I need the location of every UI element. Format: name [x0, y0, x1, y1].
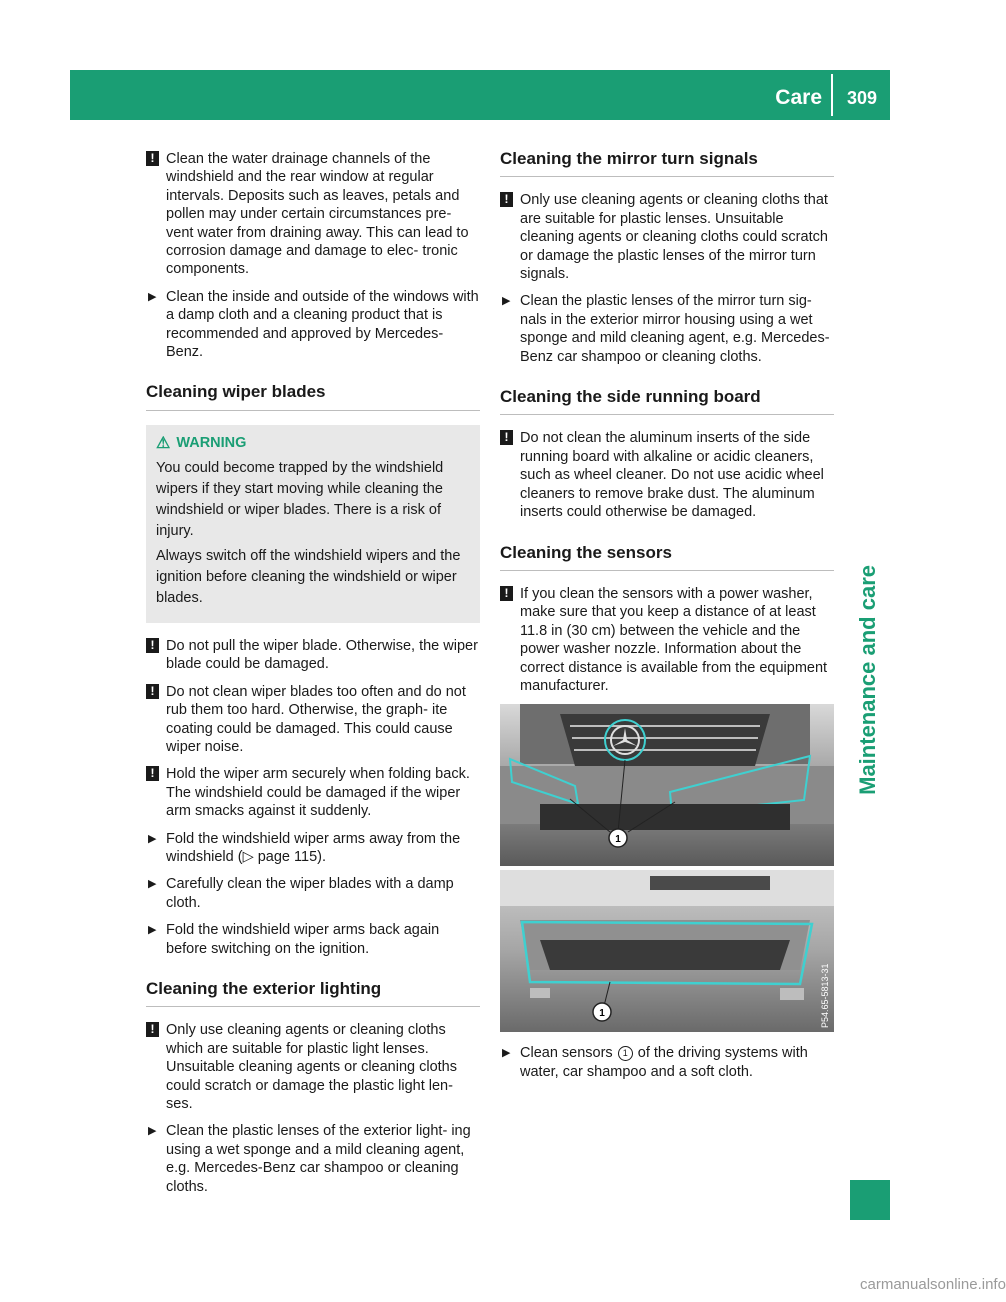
note-text: Only use cleaning agents or cleaning cloths that are suitable for plastic lenses. Unsuitable cleaning agents or cleaning cloths could scratch or damage the plastic lenses of the mirror turn signals. [520, 192, 828, 283]
heading-mirror-turn-signals: Cleaning the mirror turn signals [500, 150, 834, 177]
side-tab-label: Maintenance and care [855, 565, 880, 795]
note-running-board [500, 429, 834, 521]
step-arrow-icon: ▶ [148, 832, 157, 845]
callout-1-label: 1 [615, 834, 621, 846]
step-fold-back [146, 921, 480, 958]
step-text-after: of the driving systems with water, car shampoo and a soft cloth. [520, 1045, 808, 1080]
note-text: Clean the water drainage channels of the windshield and the rear window at regular intervals. Deposits such as leaves, petals and pollen may under certain circumstances pre- vent water from draining away. This can lead to corrosion damage and damage to elec- tronic components. [166, 151, 469, 278]
rear-bumper-photo [500, 870, 834, 1032]
exclamation-icon: ! [500, 192, 513, 207]
step-text: Fold the windshield wiper arms back again before switching on the ignition. [166, 922, 440, 957]
step-clean-windows [146, 288, 480, 362]
step-arrow-icon: ▶ [502, 1047, 511, 1060]
warning-header [156, 433, 470, 454]
heading-sensors: Cleaning the sensors [500, 544, 834, 571]
front-bumper-photo [500, 704, 834, 866]
step-fold-away [146, 830, 480, 867]
note-mirror [500, 191, 834, 283]
note-drainage [146, 150, 480, 279]
warning-label: WARNING [176, 434, 247, 451]
step-clean-mirror [500, 292, 834, 366]
note-text: If you clean the sensors with a power washer, make sure that you keep a distance of at least 11.8 in (30 cm) between the vehicle and the power washer nozzle. Information about the correct distance is available from the equipment manufacturer. [520, 585, 828, 694]
side-tab [843, 470, 893, 890]
note-text: Do not pull the wiper blade. Otherwise, the wiper blade could be damaged. [166, 637, 478, 673]
step-text: Carefully clean the wiper blades with a damp cloth. [166, 876, 454, 911]
heading-exterior-lighting: Cleaning the exterior lighting [146, 980, 480, 1007]
right-column [500, 150, 834, 1090]
watermark: carmanualsonline.info [860, 1276, 1006, 1293]
note-text: Do not clean wiper blades too often and do not rub them too hard. Otherwise, the graph- ite coating could be damaged. This could cause wiper noise. [166, 683, 466, 755]
step-arrow-icon: ▶ [148, 878, 157, 891]
section-title: Care [775, 86, 822, 109]
warning-triangle-icon: ⚠ [156, 434, 171, 452]
step-clean-blades [146, 875, 480, 912]
header-separator [831, 74, 833, 116]
step-text[interactable]: Fold the windshield wiper arms away from the windshield (▷ page 115). [166, 830, 461, 865]
warning-text-1: You could become trapped by the windshield wipers if they start moving while cleaning the windshield or wiper blades. There is a risk of injury. [156, 459, 444, 539]
rear-bumper-illustration [500, 870, 834, 1032]
exclamation-icon: ! [146, 684, 159, 699]
step-text: Clean the plastic lenses of the exterior light- ing using a wet sponge and a mild cleaning agent, e.g. Mercedes-Benz car shampoo or cleaning cloths. [166, 1123, 471, 1195]
callout-1-icon: 1 [618, 1046, 633, 1061]
step-arrow-icon: ▶ [502, 295, 511, 308]
note-wiper-rub [146, 683, 480, 757]
step-arrow-icon: ▶ [148, 290, 157, 303]
step-text [520, 1044, 834, 1081]
note-text: Hold the wiper arm securely when folding back. The windshield could be damaged if the wiper arm smacks against it suddenly. [166, 766, 470, 820]
note-sensors [500, 585, 834, 695]
note-wiper-pull [146, 637, 480, 674]
step-clean-exterior [146, 1122, 480, 1196]
note-exterior-lighting [146, 1021, 480, 1113]
warning-text-2: Always switch off the windshield wipers and the ignition before cleaning the windshield or wiper blades. [156, 547, 461, 606]
step-arrow-icon: ▶ [148, 924, 157, 937]
note-wiper-arm [146, 765, 480, 820]
page-number: 309 [846, 88, 878, 108]
step-text-before: Clean sensors [520, 1045, 613, 1062]
side-tab-block [850, 1180, 890, 1220]
step-text: Clean the inside and outside of the windows with a damp cloth and a cleaning product that is recommended and approved by Mercedes- Benz. [166, 288, 479, 361]
step-arrow-icon: ▶ [148, 1125, 157, 1138]
heading-wiper-blades: Cleaning wiper blades [146, 383, 480, 410]
step-clean-sensors [500, 1044, 834, 1081]
exclamation-icon: ! [146, 766, 159, 781]
warning-box [146, 425, 480, 623]
photo-code: P54.65-5813-31 [820, 963, 830, 1029]
heading-side-running-board: Cleaning the side running board [500, 388, 834, 415]
exclamation-icon: ! [146, 638, 159, 653]
callout-1-label: 1 [599, 1008, 605, 1020]
note-text: Do not clean the aluminum inserts of the side running board with alkaline or acidic cleaners, such as wheel cleaner. Do not use acidic wheel cleaners to remove brake dust. The aluminum inserts could otherwise be damaged. [520, 430, 824, 521]
exclamation-icon: ! [146, 1022, 159, 1037]
note-text: Only use cleaning agents or cleaning cloths which are suitable for plastic light lenses. Unsuitable cleaning agents or cleaning cloths could scratch or damage the plastic light len- ses. [166, 1022, 457, 1112]
step-text: Clean the plastic lenses of the mirror turn sig- nals in the exterior mirror housing using a wet sponge and mild cleaning agent, e.g. Mercedes-Benz car shampoo or cleaning cloths. [520, 293, 830, 365]
exclamation-icon: ! [500, 430, 513, 445]
exclamation-icon: ! [146, 151, 159, 166]
left-column [146, 150, 480, 1205]
front-bumper-illustration [500, 704, 834, 866]
exclamation-icon: ! [500, 586, 513, 601]
